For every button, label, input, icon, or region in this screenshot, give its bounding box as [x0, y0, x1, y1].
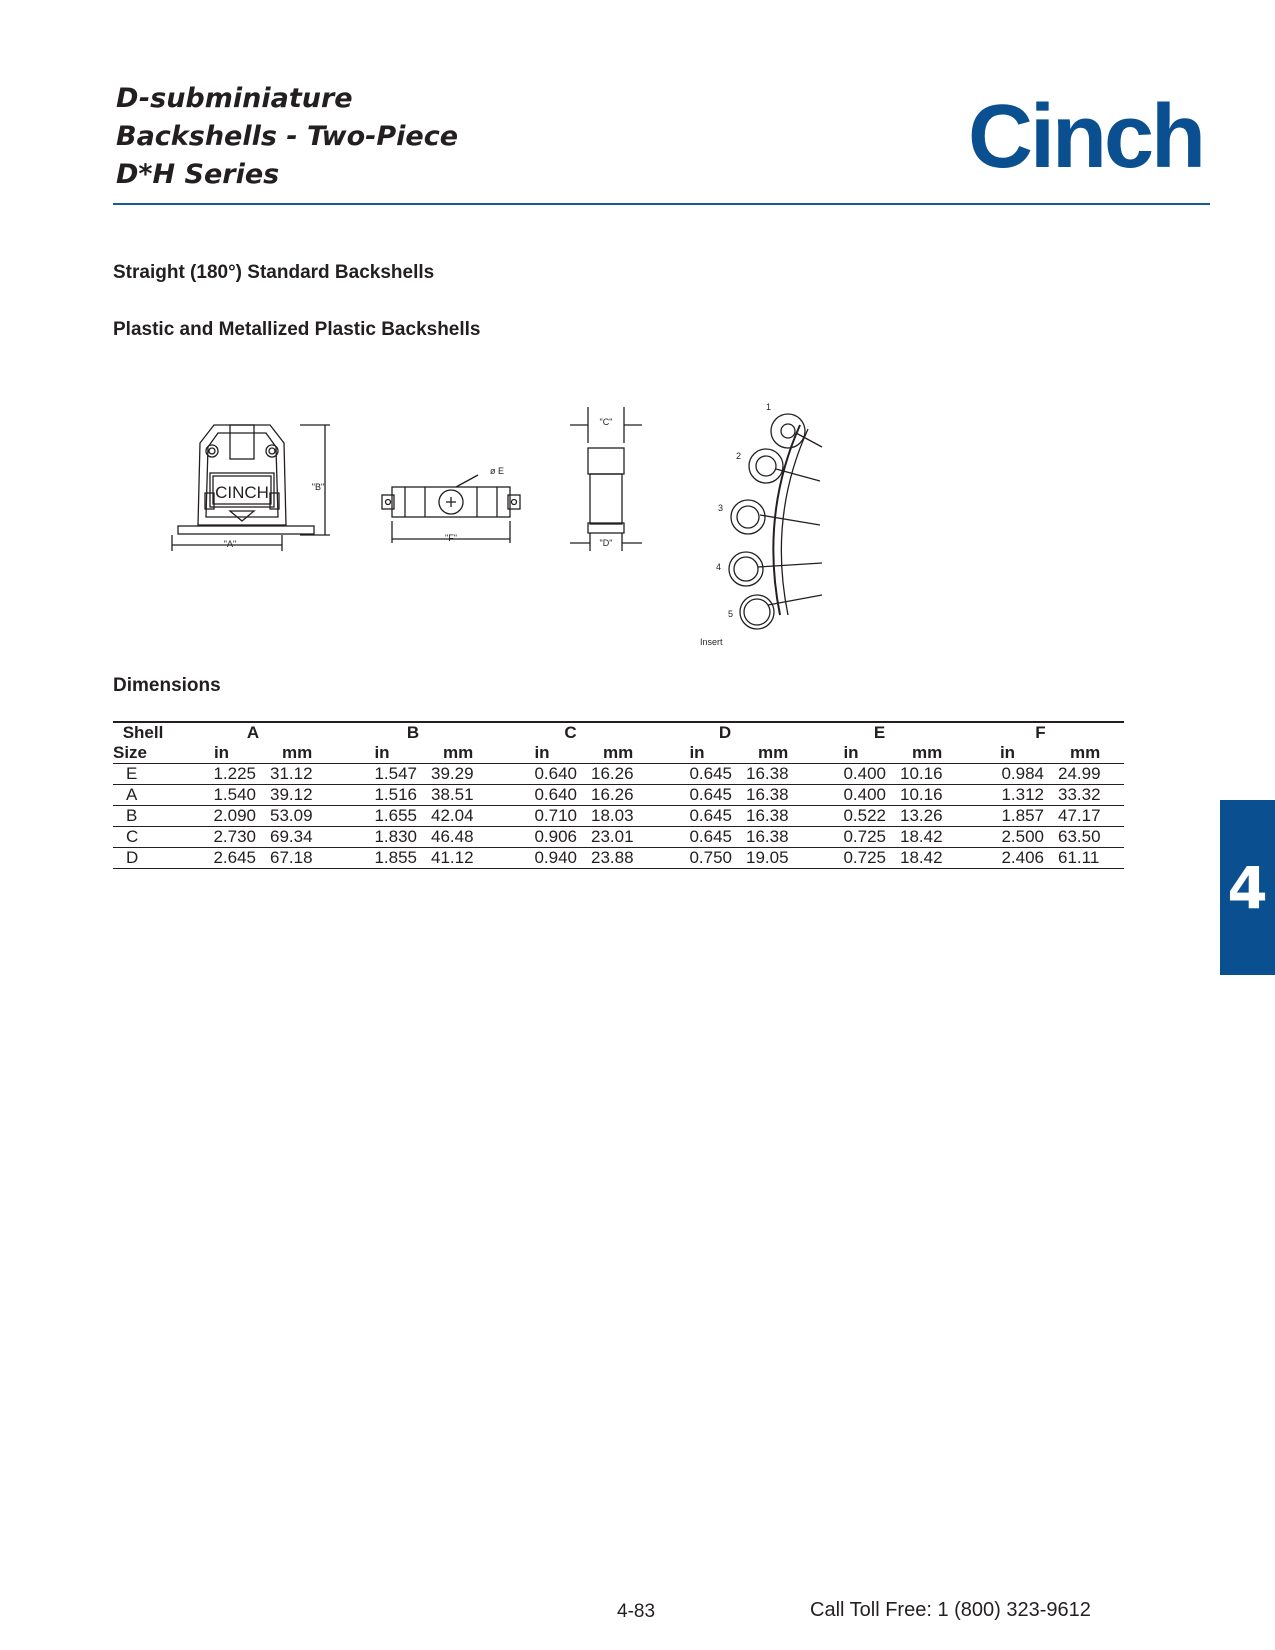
cell-d-in: 0.645 — [648, 806, 746, 827]
front-view-drawing — [172, 425, 330, 551]
header-rule — [113, 203, 1210, 205]
table-units-row — [113, 743, 1124, 764]
cell-c-mm: 23.01 — [591, 827, 648, 848]
group-header-b: B — [333, 722, 493, 743]
dimensions-table — [113, 721, 1124, 869]
cell-size: D — [113, 848, 173, 869]
front-dim-b: "B" — [311, 482, 325, 492]
insert-number-5: 5 — [728, 609, 734, 619]
side-dim-d: "D" — [599, 538, 613, 548]
front-cinch-text: CINCH — [215, 483, 269, 502]
cell-b-in: 1.655 — [333, 806, 431, 827]
cell-e-mm: 18.42 — [900, 848, 957, 869]
unit-in-header: in — [802, 743, 900, 764]
title-line-1: D-subminiature — [116, 83, 353, 114]
cell-c-mm: 16.26 — [591, 764, 648, 785]
cell-b-in: 1.547 — [333, 764, 431, 785]
cell-size: E — [113, 764, 173, 785]
cell-a-mm: 31.12 — [270, 764, 333, 785]
unit-in-header: in — [333, 743, 431, 764]
insert-label: Insert — [700, 637, 723, 647]
side-dim-c: "C" — [599, 417, 613, 427]
title-line-3: D*H Series — [116, 159, 280, 190]
group-header-f: F — [957, 722, 1124, 743]
cell-c-in: 0.940 — [493, 848, 591, 869]
unit-in-header: in — [957, 743, 1058, 764]
insert-number-3: 3 — [718, 503, 724, 513]
top-dim-f: "F" — [445, 533, 457, 543]
cell-d-mm: 16.38 — [746, 806, 802, 827]
cell-c-mm: 16.26 — [591, 785, 648, 806]
cell-b-in: 1.830 — [333, 827, 431, 848]
cell-e-in: 0.725 — [802, 848, 900, 869]
unit-mm-header: mm — [431, 743, 493, 764]
cell-f-mm: 24.99 — [1058, 764, 1124, 785]
cell-d-in: 0.645 — [648, 764, 746, 785]
table-group-row — [113, 722, 1124, 743]
shell-header: Shell — [113, 722, 173, 743]
table-row — [113, 827, 1124, 848]
cell-b-mm: 39.29 — [431, 764, 493, 785]
cell-e-in: 0.400 — [802, 764, 900, 785]
insert-number-4: 4 — [716, 562, 722, 572]
unit-mm-header: mm — [1058, 743, 1124, 764]
cell-c-in: 0.906 — [493, 827, 591, 848]
page-number: 4-83 — [617, 1601, 656, 1622]
cell-a-in: 1.225 — [173, 764, 270, 785]
cell-b-mm: 42.04 — [431, 806, 493, 827]
group-header-a: A — [173, 722, 333, 743]
cell-size: A — [113, 785, 173, 806]
cell-f-in: 1.312 — [957, 785, 1058, 806]
cell-a-mm: 53.09 — [270, 806, 333, 827]
group-header-c: C — [493, 722, 648, 743]
cell-f-in: 0.984 — [957, 764, 1058, 785]
cell-d-in: 0.645 — [648, 785, 746, 806]
cell-c-mm: 18.03 — [591, 806, 648, 827]
cell-d-in: 0.645 — [648, 827, 746, 848]
cell-e-mm: 10.16 — [900, 785, 957, 806]
technical-drawings — [160, 395, 840, 655]
toll-free-number: Call Toll Free: 1 (800) 323-9612 — [810, 1599, 1091, 1621]
cell-a-in: 1.540 — [173, 785, 270, 806]
cell-e-in: 0.400 — [802, 785, 900, 806]
cell-e-in: 0.522 — [802, 806, 900, 827]
cell-f-mm: 63.50 — [1058, 827, 1124, 848]
subtitle-straight: Straight (180°) Standard Backshells — [113, 262, 435, 283]
unit-mm-header: mm — [746, 743, 802, 764]
table-row — [113, 764, 1124, 785]
unit-mm-header: mm — [900, 743, 957, 764]
cell-e-mm: 13.26 — [900, 806, 957, 827]
subtitle-dimensions: Dimensions — [113, 675, 221, 696]
group-header-d: D — [648, 722, 802, 743]
title-line-2: Backshells - Two-Piece — [116, 121, 459, 152]
cell-f-in: 1.857 — [957, 806, 1058, 827]
unit-mm-header: mm — [270, 743, 333, 764]
top-dim-e: ø E — [490, 466, 505, 476]
cell-c-in: 0.710 — [493, 806, 591, 827]
cell-d-in: 0.750 — [648, 848, 746, 869]
cell-b-in: 1.516 — [333, 785, 431, 806]
cell-b-in: 1.855 — [333, 848, 431, 869]
insert-number-1: 1 — [766, 402, 772, 412]
unit-in-header: in — [493, 743, 591, 764]
drawings-svg — [160, 395, 840, 655]
table-row — [113, 785, 1124, 806]
cell-c-in: 0.640 — [493, 785, 591, 806]
cell-e-mm: 10.16 — [900, 764, 957, 785]
cell-f-mm: 61.11 — [1058, 848, 1124, 869]
cell-a-mm: 69.34 — [270, 827, 333, 848]
unit-in-header: in — [173, 743, 270, 764]
cell-a-in: 2.730 — [173, 827, 270, 848]
subtitle-plastic: Plastic and Metallized Plastic Backshells — [113, 319, 481, 340]
cell-c-mm: 23.88 — [591, 848, 648, 869]
cell-a-mm: 39.12 — [270, 785, 333, 806]
cell-f-in: 2.406 — [957, 848, 1058, 869]
cell-f-mm: 47.17 — [1058, 806, 1124, 827]
cell-a-mm: 67.18 — [270, 848, 333, 869]
unit-in-header: in — [648, 743, 746, 764]
top-view-drawing — [382, 466, 520, 543]
size-header: Size — [113, 743, 173, 764]
insert-view-drawing — [700, 402, 822, 647]
cinch-logo: Cinch — [968, 87, 1204, 187]
cell-d-mm: 16.38 — [746, 785, 802, 806]
unit-mm-header: mm — [591, 743, 648, 764]
cell-b-mm: 41.12 — [431, 848, 493, 869]
page-title — [116, 80, 458, 194]
cell-e-mm: 18.42 — [900, 827, 957, 848]
cell-a-in: 2.645 — [173, 848, 270, 869]
cell-d-mm: 16.38 — [746, 764, 802, 785]
cell-b-mm: 38.51 — [431, 785, 493, 806]
group-header-e: E — [802, 722, 957, 743]
side-view-drawing — [570, 407, 642, 551]
table-row — [113, 806, 1124, 827]
insert-number-2: 2 — [736, 451, 742, 461]
table-row — [113, 848, 1124, 869]
cell-a-in: 2.090 — [173, 806, 270, 827]
cell-size: B — [113, 806, 173, 827]
cell-f-mm: 33.32 — [1058, 785, 1124, 806]
cell-d-mm: 19.05 — [746, 848, 802, 869]
cell-f-in: 2.500 — [957, 827, 1058, 848]
section-tab: 4 — [1220, 800, 1275, 975]
front-dim-a: "A" — [223, 539, 237, 549]
cell-c-in: 0.640 — [493, 764, 591, 785]
cell-d-mm: 16.38 — [746, 827, 802, 848]
cell-size: C — [113, 827, 173, 848]
cell-b-mm: 46.48 — [431, 827, 493, 848]
cell-e-in: 0.725 — [802, 827, 900, 848]
